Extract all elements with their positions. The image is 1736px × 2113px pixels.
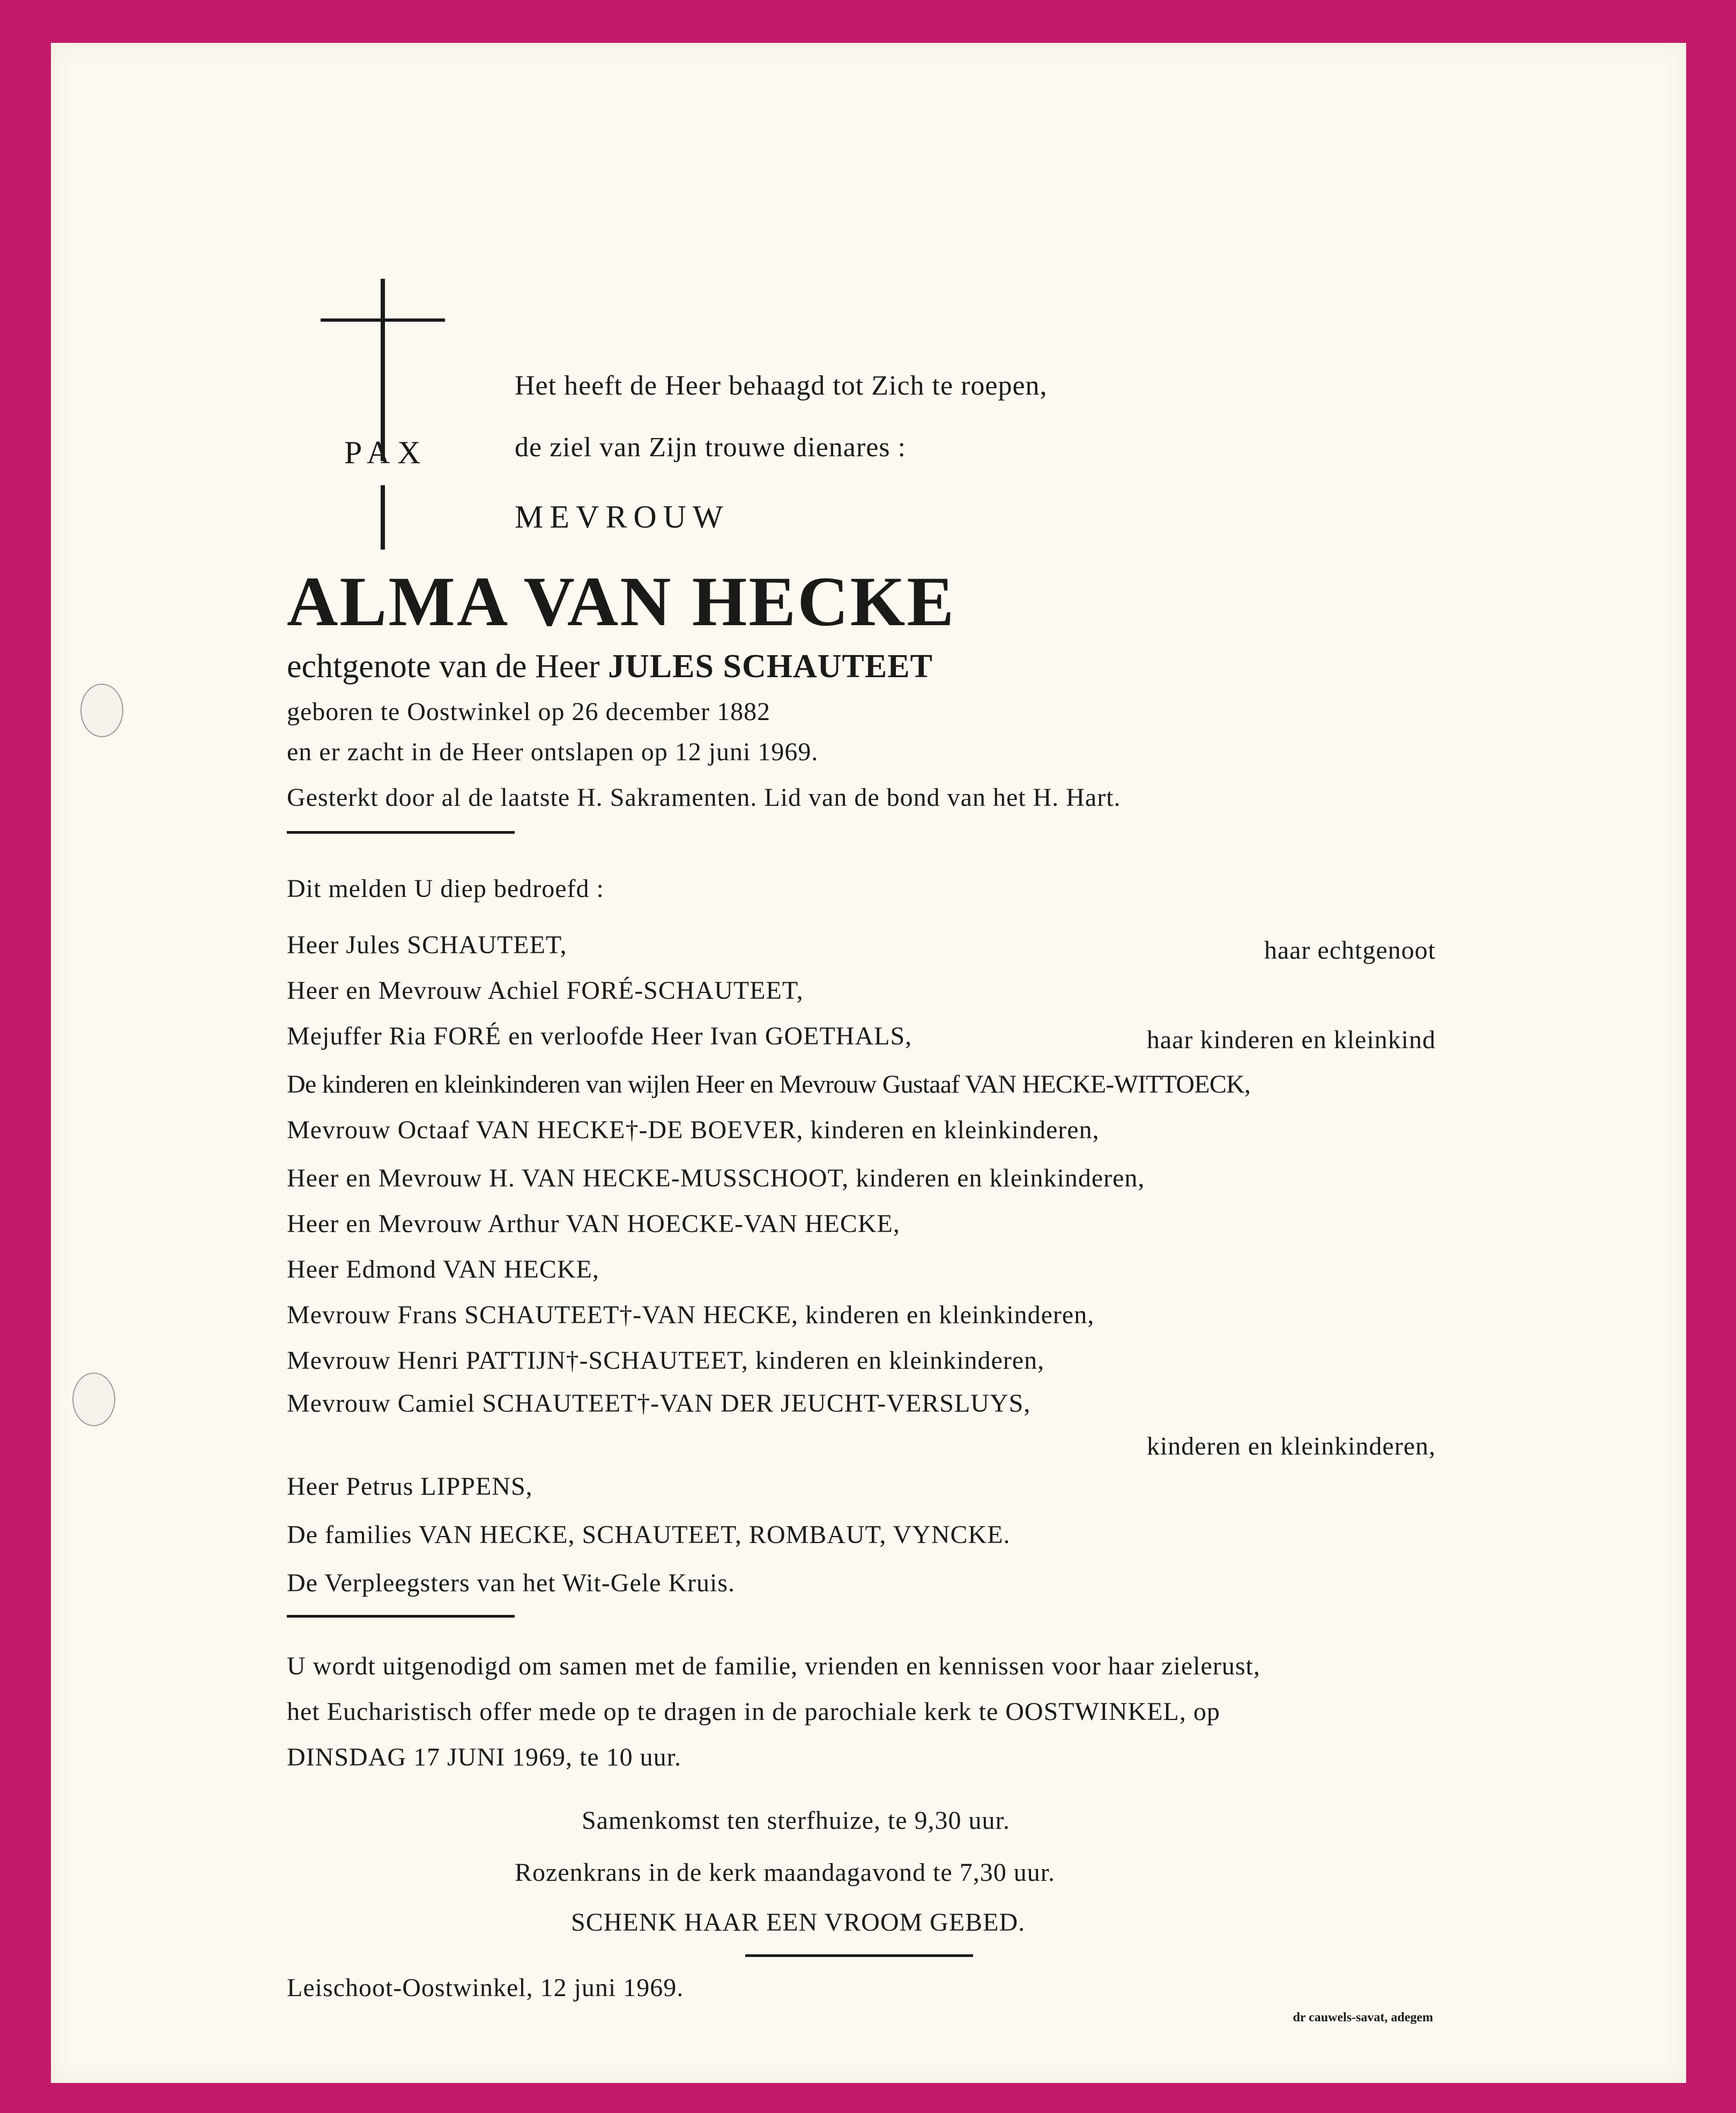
gathering-line: Samenkomst ten sterfhuize, te 9,30 uur. [582,1806,1010,1835]
title-mevrouw: MEVROUW [515,499,730,535]
mourner-2: Heer en Mevrouw Achiel FORÉ-SCHAUTEET, [287,976,804,1005]
divider-2 [287,1615,515,1618]
death-line: en er zacht in de Heer ontslapen op 12 juni 1969. [287,738,819,766]
prayer-line: SCHENK HAAR EEN VROOM GEBED. [571,1908,1026,1937]
mourner-4: De kinderen en kleinkinderen van wijlen Heer en Mevrouw Gustaaf VAN HECKE-WITTOECK, [287,1070,1251,1099]
mourner-3: Mejuffer Ria FORÉ en verloofde Heer Ivan GOETHALS, [287,1022,912,1050]
mourner-1: Heer Jules SCHAUTEET, [287,931,567,959]
mourner-7: Heer en Mevrouw Arthur VAN HOECKE-VAN HECKE, [287,1210,900,1238]
pax-label: PAX [344,435,428,470]
mourner-9: Mevrouw Frans SCHAUTEET†-VAN HECKE, kinderen en kleinkinderen, [287,1301,1095,1329]
birth-line: geboren te Oostwinkel op 26 december 1882 [287,698,771,726]
calling-line: Het heeft de Heer behaagd tot Zich te roepen, [515,370,1048,401]
mourner-1-relation: haar echtgenoot [1264,936,1436,965]
invitation-line-1: U wordt uitgenodigd om samen met de familie, vrienden en kennissen voor haar zielerust, [287,1652,1260,1680]
mourner-11: Mevrouw Camiel SCHAUTEET†-VAN DER JEUCHT-VERSLUYS, [287,1389,1031,1418]
place-date: Leischoot-Oostwinkel, 12 juni 1969. [287,1974,684,2002]
divider-1 [287,831,515,834]
mourner-8: Heer Edmond VAN HECKE, [287,1255,599,1284]
spouse-line [287,648,933,686]
mourner-3-relation: haar kinderen en kleinkind [1146,1026,1436,1054]
mourner-14: De Verpleegsters van het Wit-Gele Kruis. [287,1569,736,1597]
spouse-prefix: echtgenote van de Heer [287,648,600,685]
spouse-name: JULES SCHAUTEET [608,648,933,685]
mourner-12: Heer Petrus LIPPENS, [287,1472,533,1501]
mourner-10: Mevrouw Henri PATTIJN†-SCHAUTEET, kinderen en kleinkinderen, [287,1346,1045,1375]
divider-3 [745,1954,973,1957]
printer-credit: dr cauwels-savat, adegem [1293,2011,1433,2025]
mourner-13: De families VAN HECKE, SCHAUTEET, ROMBAUT, VYNCKE. [287,1521,1011,1549]
mourning-card [51,43,1686,2083]
invitation-line-2: het Eucharistisch offer mede op te dragen in de parochiale kerk te OOSTWINKEL, op [287,1697,1220,1726]
punch-hole-bottom [72,1373,115,1426]
mourner-11-relation: kinderen en kleinkinderen, [1146,1432,1436,1460]
invitation-line-3: DINSDAG 17 JUNI 1969, te 10 uur. [287,1743,681,1771]
rosary-line: Rozenkrans in de kerk maandagavond te 7,30 uur. [515,1858,1056,1887]
deceased-name: ALMA VAN HECKE [287,562,956,641]
punch-hole-top [80,684,123,737]
servant-line: de ziel van Zijn trouwe dienares : [515,432,906,463]
sacraments-line: Gesterkt door al de laatste H. Sakramenten. Lid van de bond van het H. Hart. [287,783,1121,812]
mourner-6: Heer en Mevrouw H. VAN HECKE-MUSSCHOOT, kinderen en kleinkinderen, [287,1164,1145,1192]
announcement-intro: Dit melden U diep bedroefd : [287,874,604,903]
mourner-5: Mevrouw Octaaf VAN HECKE†-DE BOEVER, kinderen en kleinkinderen, [287,1116,1100,1144]
